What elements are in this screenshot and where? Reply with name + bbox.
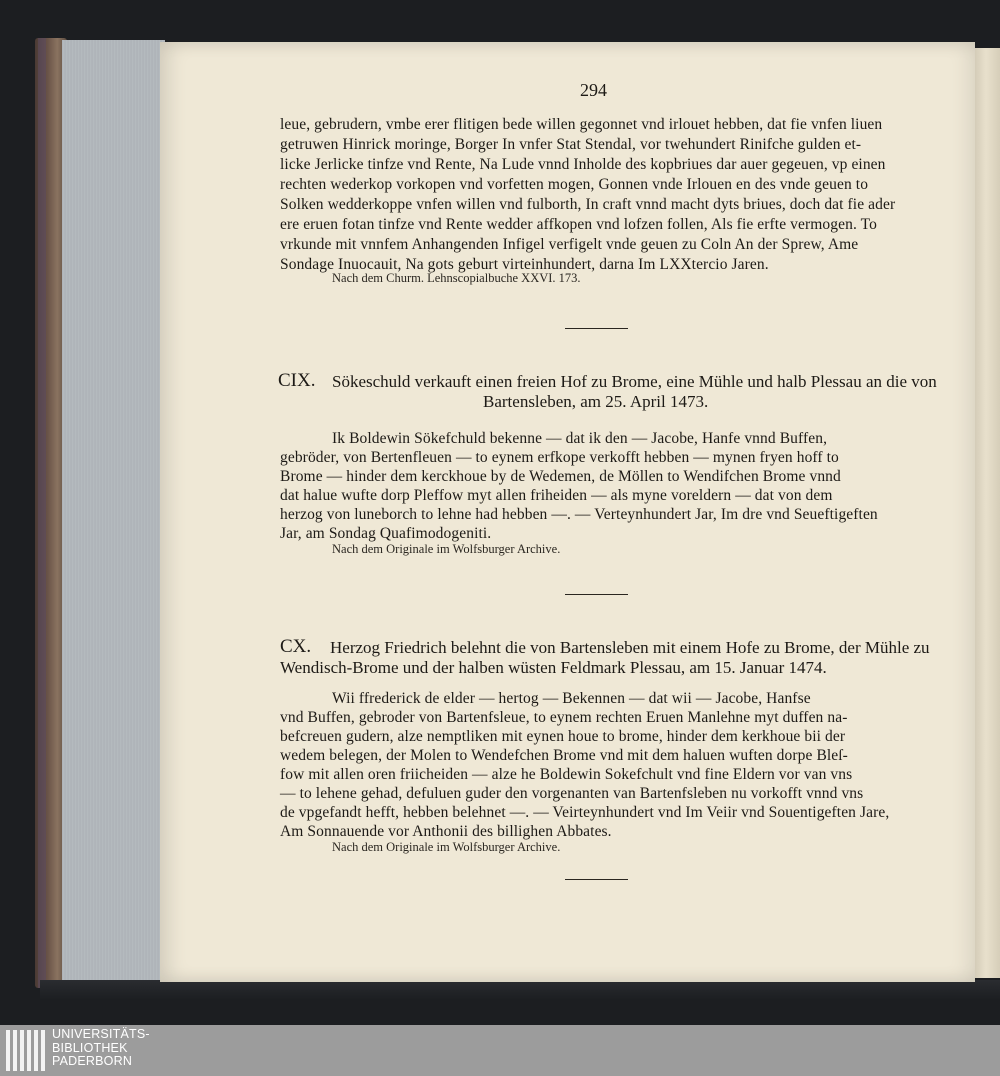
text-line: leue, gebrudern, vmbe erer flitigen bede willen gegonnet vnd irlouet hebben, dat fie vnfen liuen [280, 116, 883, 133]
text-line: rechten wederkop vorkopen vnd vorfetten mogen, Gonnen vnde Irlouen en des vnde geuen to [280, 176, 869, 193]
text-line: fow mit allen oren friicheiden — alze he Boldewin Sokefchult vnd fine Eldern vor van vns [280, 766, 853, 783]
text-line: Jar, am Sondag Quafimodogeniti. [280, 525, 492, 542]
text-line: Am Sonnauende vor Anthonii des billighen Abbates. [280, 823, 612, 840]
book-cover-stripe [38, 38, 46, 988]
text-line: dat halue wufte dorp Pleffow myt allen friheiden — als myne voreldern — dat von dem [280, 487, 833, 504]
source-note: Nach dem Originale im Wolfsburger Archive. [332, 840, 561, 854]
library-footer [0, 1025, 1000, 1076]
text-line: ere eruen fotan tinfze vnd Rente wedder affkopen vnd lofzen follen, Als fie erfte vermogen. To [280, 216, 877, 233]
library-logo-text [52, 1028, 150, 1069]
text-line: gebröder, von Bertenfleuen — to eynem erfkope verkofft hebben — mynen fryen hoff to [280, 449, 839, 466]
text-line: befcreuen gudern, alze nemptliken mit eynen houe to brome, hinder dem kerkhoue bii der [280, 728, 846, 745]
bottom-shadow [40, 980, 1000, 1000]
text-line: herzog von luneborch to lehne had hebben —. — Verteynhundert Jar, Im dre vnd Seueftigeften [280, 506, 878, 523]
text-line: Wii ffrederick de elder — hertog — Bekennen — dat wii — Jacobe, Hanfse [332, 690, 811, 707]
facing-page-edge [972, 48, 1000, 978]
section-number: CIX. [278, 370, 316, 391]
logo-line: UNIVERSITÄTS- [52, 1027, 150, 1041]
page-stack-edge [62, 40, 165, 980]
text-line: getruwen Hinrick moringe, Borger In vnfer Stat Stendal, vor twehundert Rinifche gulden et- [280, 136, 862, 153]
section-title: Herzog Friedrich belehnt die von Bartensleben mit einem Hofe zu Brome, der Mühle zu [330, 638, 930, 657]
section-divider [565, 594, 628, 595]
section-divider [565, 879, 628, 880]
source-note: Nach dem Originale im Wolfsburger Archive. [332, 542, 561, 556]
text-line: vrkunde mit vnnfem Anhangenden Infigel verfigelt vnde geuen zu Coln An der Sprew, Ame [280, 236, 859, 253]
text-line: de vpgefandt hefft, hebben belehnet —. — Veirteynhundert vnd Im Veiir vnd Souentigeften Jare, [280, 804, 890, 821]
section-number: CX. [280, 636, 312, 657]
text-line: Ik Boldewin Sökefchuld bekenne — dat ik den — Jacobe, Hanfe vnnd Buffen, [332, 430, 828, 447]
text-line: licke Jerlicke tinfze vnd Rente, Na Lude vnnd Inholde des kopbriues dar auer gegeuen, vp einen [280, 156, 886, 173]
text-line: wedem belegen, der Molen to Wendefchen Brome vnd mit dem haluen wuften dorpe Bleſ- [280, 747, 848, 764]
section-divider [565, 328, 628, 329]
logo-line: PADERBORN [52, 1054, 133, 1068]
section-title: Wendisch-Brome und der halben wüsten Feldmark Plessau, am 15. Januar 1474. [280, 658, 827, 677]
page-number: 294 [580, 80, 607, 100]
section-title: Bartensleben, am 25. April 1473. [483, 392, 709, 411]
text-line: Sondage Inuocauit, Na gots geburt virteinhundert, darna Im LXXtercio Jaren. [280, 256, 769, 273]
text-line: vnd Buffen, gebroder von Bartenfsleue, to eynem rechten Eruen Manlehne myt duffen na- [280, 709, 848, 726]
text-line: — to lehene gehad, defuluen guder den vorgenanten van Bartenfsleben nu vorkofft vnnd vns [280, 785, 864, 802]
text-line: Brome — hinder dem kerckhoue by de Wedemen, de Möllen to Wendifchen Brome vnnd [280, 468, 841, 485]
section-title: Sökeschuld verkauft einen freien Hof zu Brome, eine Mühle und halb Plessau an die von [332, 372, 937, 391]
source-note: Nach dem Churm. Lehnscopialbuche XXVI. 173. [332, 271, 581, 285]
library-logo-icon [6, 1030, 46, 1071]
text-line: Solken wedderkoppe vnfen willen vnd fulborth, In craft vnnd macht dyts briues, doch dat fie ader [280, 196, 896, 213]
logo-line: BIBLIOTHEK [52, 1040, 128, 1055]
